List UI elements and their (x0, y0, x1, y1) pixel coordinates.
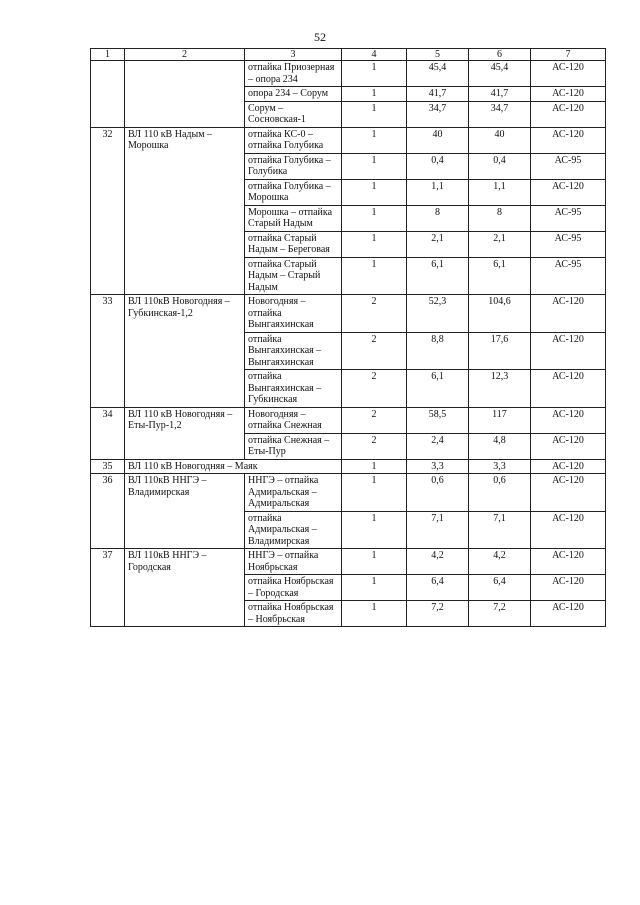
cell-c7: АС-120 (531, 295, 606, 333)
cell-c6: 8 (469, 205, 531, 231)
cell-c5: 52,3 (407, 295, 469, 333)
cell-c7: АС-120 (531, 87, 606, 102)
cell-c5: 8 (407, 205, 469, 231)
section-name: отпайка Старый Надым – Старый Надым (245, 257, 342, 295)
cell-c4: 1 (342, 101, 407, 127)
header-col-4: 4 (342, 49, 407, 61)
cell-c7: АС-95 (531, 231, 606, 257)
cell-c7: АС-120 (531, 459, 606, 474)
cell-c7: АС-120 (531, 370, 606, 408)
cell-c5: 40 (407, 127, 469, 153)
table-row (91, 407, 606, 433)
cell-c5: 0,6 (407, 474, 469, 512)
cell-c5: 6,1 (407, 257, 469, 295)
cell-c4: 2 (342, 295, 407, 333)
section-name: ННГЭ – отпайка Адмиральская – Адмиральская (245, 474, 342, 512)
header-col-2: 2 (125, 49, 245, 61)
section-name: ННГЭ – отпайка Ноябрьская (245, 549, 342, 575)
cell-c5: 2,4 (407, 433, 469, 459)
cell-c4: 1 (342, 127, 407, 153)
section-name: отпайка Голубика – Голубика (245, 153, 342, 179)
section-name: отпайка Вынгаяхинская – Губкинская (245, 370, 342, 408)
cell-c5: 45,4 (407, 61, 469, 87)
cell-c7: АС-120 (531, 61, 606, 87)
cell-c7: АС-120 (531, 474, 606, 512)
cell-c4: 2 (342, 407, 407, 433)
cell-c4: 1 (342, 459, 407, 474)
section-name: Сорум – Сосновская-1 (245, 101, 342, 127)
cell-c6: 3,3 (469, 459, 531, 474)
section-name: отпайка Старый Надым – Береговая (245, 231, 342, 257)
row-number: 35 (91, 459, 125, 474)
line-name: ВЛ 110кВ ННГЭ – Городская (125, 549, 245, 627)
cell-c4: 1 (342, 61, 407, 87)
cell-c7: АС-120 (531, 332, 606, 370)
table-row (91, 295, 606, 333)
section-name: отпайка Голубика – Морошка (245, 179, 342, 205)
cell-c6: 45,4 (469, 61, 531, 87)
section-name: Новогодняя – отпайка Вынгаяхинская (245, 295, 342, 333)
row-number: 32 (91, 127, 125, 295)
cell-c6: 0,6 (469, 474, 531, 512)
line-name: ВЛ 110 кВ Надым – Морошка (125, 127, 245, 295)
cell-c4: 1 (342, 87, 407, 102)
table-row (91, 127, 606, 153)
cell-c4: 2 (342, 433, 407, 459)
header-col-5: 5 (407, 49, 469, 61)
page-number: 52 (314, 30, 326, 44)
cell-c4: 1 (342, 179, 407, 205)
cell-c5: 3,3 (407, 459, 469, 474)
cell-c5: 1,1 (407, 179, 469, 205)
table-row (91, 459, 606, 474)
row-number (91, 61, 125, 128)
cell-c6: 104,6 (469, 295, 531, 333)
table-row (91, 61, 606, 87)
table-row (91, 474, 606, 512)
cell-c7: АС-95 (531, 153, 606, 179)
cell-c6: 34,7 (469, 101, 531, 127)
cell-c6: 12,3 (469, 370, 531, 408)
power-lines-table (90, 48, 606, 627)
cell-c5: 34,7 (407, 101, 469, 127)
header-col-6: 6 (469, 49, 531, 61)
section-name: отпайка КС-0 – отпайка Голубика (245, 127, 342, 153)
cell-c5: 6,1 (407, 370, 469, 408)
row-number: 36 (91, 474, 125, 549)
cell-c6: 7,1 (469, 511, 531, 549)
line-name: ВЛ 110 кВ Новогодняя – Маяк (125, 459, 342, 474)
section-name: опора 234 – Сорум (245, 87, 342, 102)
row-number: 33 (91, 295, 125, 408)
cell-c7: АС-120 (531, 575, 606, 601)
cell-c4: 1 (342, 511, 407, 549)
cell-c6: 41,7 (469, 87, 531, 102)
cell-c5: 0,4 (407, 153, 469, 179)
row-number: 34 (91, 407, 125, 459)
cell-c6: 6,1 (469, 257, 531, 295)
section-name: отпайка Вынгаяхинская – Вынгаяхинская (245, 332, 342, 370)
cell-c5: 41,7 (407, 87, 469, 102)
cell-c4: 1 (342, 474, 407, 512)
cell-c5: 7,1 (407, 511, 469, 549)
section-name: отпайка Адмиральская – Владимирская (245, 511, 342, 549)
cell-c6: 6,4 (469, 575, 531, 601)
cell-c5: 2,1 (407, 231, 469, 257)
cell-c6: 7,2 (469, 601, 531, 627)
cell-c7: АС-120 (531, 101, 606, 127)
header-col-3: 3 (245, 49, 342, 61)
table-body (91, 61, 606, 627)
cell-c4: 1 (342, 231, 407, 257)
cell-c5: 4,2 (407, 549, 469, 575)
cell-c4: 1 (342, 549, 407, 575)
cell-c7: АС-120 (531, 601, 606, 627)
section-name: отпайка Ноябрьская – Городская (245, 575, 342, 601)
cell-c4: 1 (342, 205, 407, 231)
cell-c5: 58,5 (407, 407, 469, 433)
cell-c6: 117 (469, 407, 531, 433)
cell-c7: АС-120 (531, 511, 606, 549)
section-name: отпайка Снежная – Еты-Пур (245, 433, 342, 459)
header-col-1: 1 (91, 49, 125, 61)
line-name: ВЛ 110 кВ Новогодняя – Еты-Пур-1,2 (125, 407, 245, 459)
cell-c4: 1 (342, 153, 407, 179)
cell-c5: 6,4 (407, 575, 469, 601)
cell-c7: АС-120 (531, 549, 606, 575)
line-name: ВЛ 110кВ Новогодняя – Губкинская-1,2 (125, 295, 245, 408)
line-name (125, 61, 245, 128)
cell-c7: АС-120 (531, 179, 606, 205)
cell-c7: АС-95 (531, 205, 606, 231)
cell-c6: 4,8 (469, 433, 531, 459)
header-row (91, 49, 606, 61)
cell-c7: АС-95 (531, 257, 606, 295)
cell-c6: 0,4 (469, 153, 531, 179)
cell-c6: 40 (469, 127, 531, 153)
section-name: Морошка – отпайка Старый Надым (245, 205, 342, 231)
cell-c7: АС-120 (531, 127, 606, 153)
cell-c4: 2 (342, 370, 407, 408)
section-name: Новогодняя – отпайка Снежная (245, 407, 342, 433)
line-name: ВЛ 110кВ ННГЭ – Владимирская (125, 474, 245, 549)
header-col-7: 7 (531, 49, 606, 61)
cell-c4: 2 (342, 332, 407, 370)
cell-c4: 1 (342, 575, 407, 601)
cell-c6: 17,6 (469, 332, 531, 370)
table-row (91, 549, 606, 575)
cell-c4: 1 (342, 257, 407, 295)
cell-c6: 2,1 (469, 231, 531, 257)
section-name: отпайка Ноябрьская – Ноябрьская (245, 601, 342, 627)
cell-c6: 4,2 (469, 549, 531, 575)
cell-c4: 1 (342, 601, 407, 627)
cell-c5: 7,2 (407, 601, 469, 627)
cell-c7: АС-120 (531, 407, 606, 433)
cell-c5: 8,8 (407, 332, 469, 370)
section-name: отпайка Приозерная – опора 234 (245, 61, 342, 87)
row-number: 37 (91, 549, 125, 627)
cell-c6: 1,1 (469, 179, 531, 205)
cell-c7: АС-120 (531, 433, 606, 459)
